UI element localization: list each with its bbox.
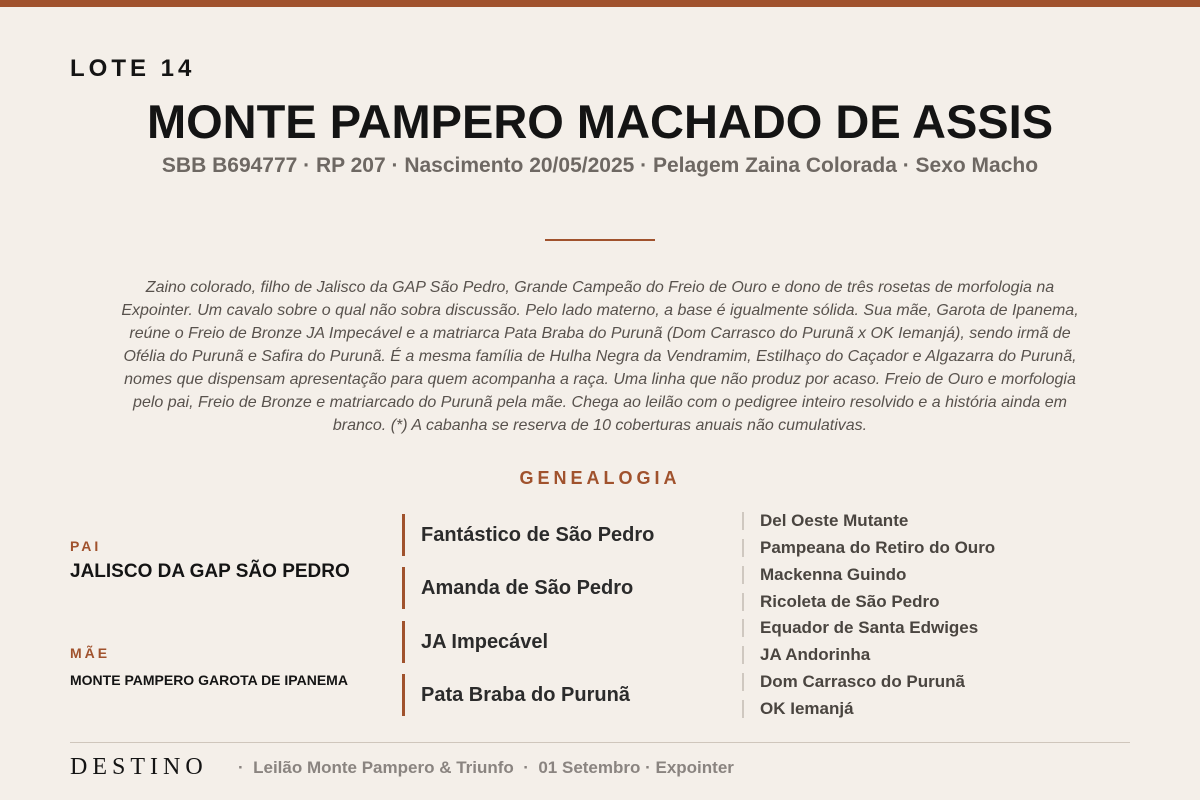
description-text: Zaino colorado, filho de Jalisco da GAP São Pedro, Grande Campeão do Freio de Ouro e dono de três rosetas de morfologia na Expointer. Um cavalo sobre o qual não sobra discussão. Pelo lado materno, a base é igualmente sólida. Sua mãe, Garota de Ipanema, reúne o Freio de Bronze JA Impecável e a matriarca Pata Braba do Purunã (Dom Carrasco do Purunã x OK Iemanjá), sendo irmã de Ofélia do Purunã e Safira do Purunã. É a mesma família de Hulha Negra da Vendramim, Estilhaço do Caçador e Algazarra do Purunã, nomes que dispensam apresentação para quem acompanha a raça. Uma linha que não produz por acaso. Freio de Ouro e morfologia pelo pai, Freio de Bronze e matriarcado do Purunã pela mãe. Chega ao leilão com o pedigree inteiro resolvido e a história ainda em branco. (*) A cabanha se reserva de 10 coberturas anuais não cumulativas. xyxy=(121,279,1079,434)
sire-label: PAI xyxy=(70,538,102,554)
footer-divider xyxy=(70,742,1130,743)
event-info: · Leilão Monte Pampero & Triunfo · 01 Setembro · Expointer xyxy=(238,758,734,777)
great-grandparent-item: JA Andorinha xyxy=(742,646,870,664)
grandparent-item: Fantástico de São Pedro xyxy=(402,514,722,556)
genealogy-heading: GENEALOGIA xyxy=(519,468,681,488)
grandparent-item: Amanda de São Pedro xyxy=(402,567,722,609)
brand-logo: DESTINO xyxy=(70,754,208,780)
great-grandparent-item: Dom Carrasco do Purunã xyxy=(742,673,965,691)
dam-name: MONTE PAMPERO GAROTA DE IPANEMA xyxy=(70,672,348,688)
great-grandparent-item: Ricoleta de São Pedro xyxy=(742,593,940,611)
section-divider xyxy=(545,239,655,241)
grandparent-item: Pata Braba do Purunã xyxy=(402,674,722,716)
great-grandparent-item: Del Oeste Mutante xyxy=(742,512,908,530)
great-grandparent-item: Pampeana do Retiro do Ouro xyxy=(742,539,995,557)
page-title: MONTE PAMPERO MACHADO DE ASSIS xyxy=(146,95,1054,148)
lot-number: LOTE 14 xyxy=(70,55,196,82)
grandparent-item: JA Impecável xyxy=(402,621,722,663)
great-grandparent-item: Equador de Santa Edwiges xyxy=(742,619,978,637)
horse-details: SBB B694777 · RP 207 · Nascimento 20/05/2025 · Pelagem Zaina Colorada · Sexo Macho xyxy=(161,154,1039,177)
great-grandparent-item: Mackenna Guindo xyxy=(742,566,906,584)
dam-label: MÃE xyxy=(70,645,111,661)
top-accent-bar xyxy=(0,0,1200,7)
sire-name: JALISCO DA GAP SÃO PEDRO xyxy=(70,561,350,582)
great-grandparent-item: OK Iemanjá xyxy=(742,700,854,718)
